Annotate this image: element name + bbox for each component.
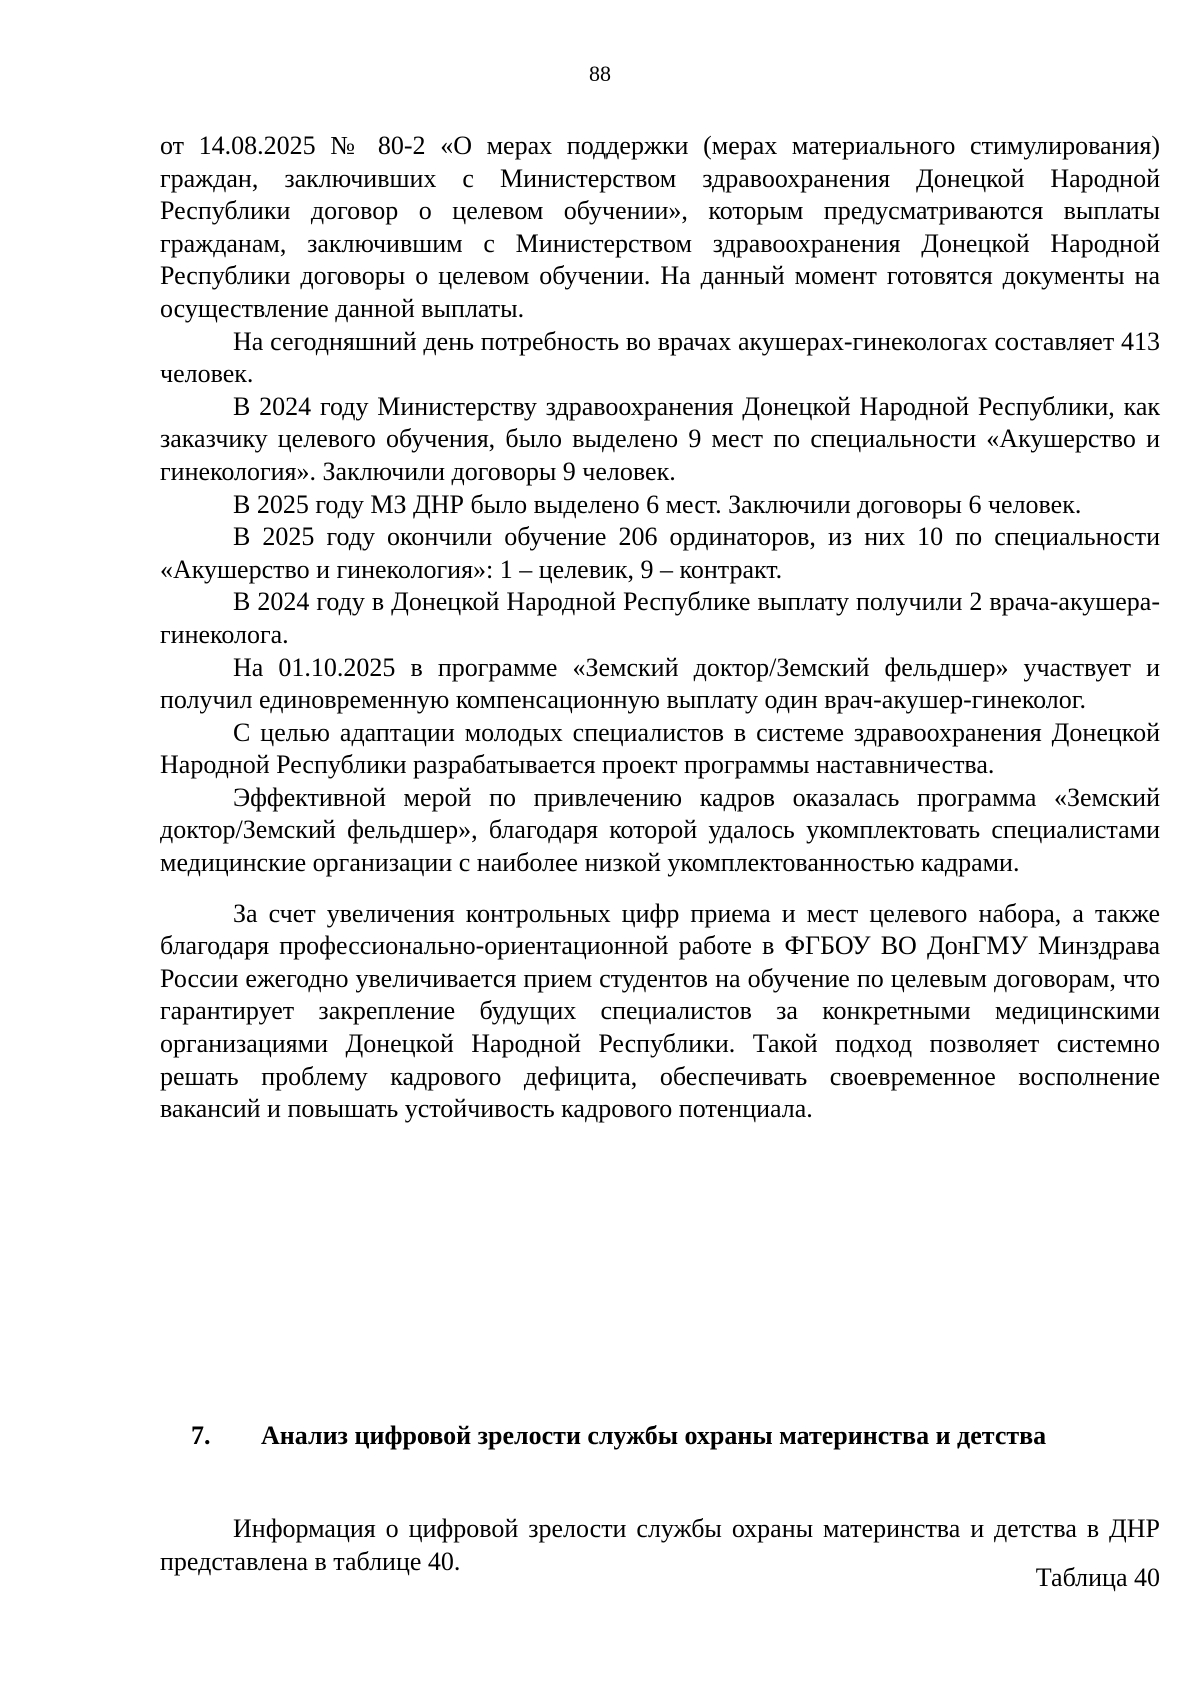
section-number: 7. [191,1421,211,1450]
section-intro-paragraph: Информация о цифровой зрелости службы охраны материнства и детства в ДНР представлена в таблице 40. [160,1514,1160,1576]
section-title: Анализ цифровой зрелости службы охраны материнства и детства [261,1421,1047,1450]
paragraph: За счет увеличения контрольных цифр приема и мест целевого набора, а также благодаря профессионально-ориентационной работе в ФГБОУ ВО ДонГМУ Минздрава России ежегодно увеличивается прием студентов на обучение по целевым договорам, что гарантирует закрепление будущих специалистов за конкретными медицинскими организациями Донецкой Народной Республики. Такой подход позволяет системно решать проблему кадрового дефицита, обеспечивать своевременное восполнение вакансий и повышать устойчивость кадрового потенциала. [160,898,1160,1124]
paragraph: Эффективной мерой по привлечению кадров оказалась программа «Земский доктор/Земский фельдшер», благодаря которой удалось укомплектовать специалистами медицинские организации с наиболее низкой укомплектованностью кадрами. [160,782,1160,878]
paragraph: На 01.10.2025 в программе «Земский доктор/Земский фельдшер» участвует и получил единовременную компенсационную выплату один врач-акушер-гинеколог. [160,652,1160,715]
paragraph: С целью адаптации молодых специалистов в системе здравоохранения Донецкой Народной Республики разрабатывается проект программы наставничества. [160,717,1160,780]
table-caption: Таблица 40 [1035,1563,1160,1592]
page-number: 88 [589,61,611,86]
section-heading [191,1420,1160,1452]
body-text [160,130,1160,1126]
paragraph: В 2025 году окончили обучение 206 ординаторов, из них 10 по специальности «Акушерство и гинекология»: 1 – целевик, 9 – контракт. [160,522,1160,584]
paragraph-continuation: от 14.08.2025 № 80-2 «О мерах поддержки (мерах материального стимулирования) граждан, заключивших с Министерством здравоохранения Донецкой Народной Республики договор о целевом обучении», которым предусматриваются выплаты гражданам, заключившим с Министерством здравоохранения Донецкой Народной Республики договоры о целевом обучении. На данный момент готовятся документы на осуществление данной выплаты. [160,131,1160,323]
paragraph: На сегодняшний день потребность во врачах акушерах-гинекологах составляет 413 человек. [160,326,1160,389]
paragraph: В 2024 году Министерству здравоохранения Донецкой Народной Республики, как заказчику целевого обучения, было выделено 9 мест по специальности «Акушерство и гинекология». Заключили договоры 9 человек. [160,391,1160,486]
paragraph: В 2025 году МЗ ДНР было выделено 6 мест. Заключили договоры 6 человек. [233,489,1082,519]
paragraph: В 2024 году в Донецкой Народной Республике выплату получили 2 врача-акушера-гинеколога. [160,587,1160,649]
